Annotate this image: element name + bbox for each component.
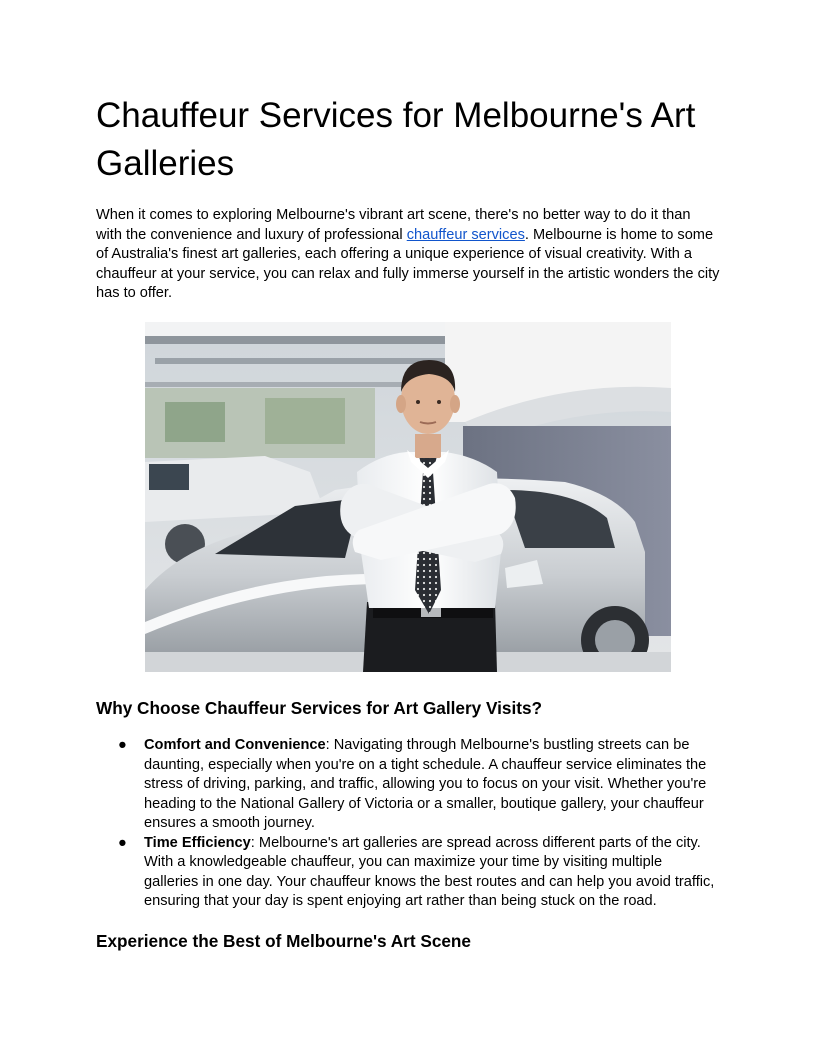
bullet-icon: ● (118, 737, 127, 753)
list-item-text: : Navigating through Melbourne's bustling streets can be daunting, especially when you're on a tight schedule. A chauffeur service eliminates the stress of driving, parking, and traffic, allowing you to focus on your visit. Whether you're heading to the National Gallery of Victoria or a smaller, boutique gallery, your chauffeur ensures a smooth journey. (144, 737, 707, 831)
intro-text-after-link: . Melbourne is home to some of Australia's finest art galleries, each offering a unique experience of visual creativity. With a chauffeur at your service, you can relax and fully immerse yourself in the artistic wonders the city has to offer. (96, 226, 720, 301)
list-item (96, 834, 720, 912)
section-heading-why: Why Choose Chauffeur Services for Art Gallery Visits? (96, 698, 543, 718)
bullet-icon: ● (118, 834, 127, 851)
list-item-term: Time Efficiency (144, 834, 251, 851)
page-title: Chauffeur Services for Melbourne's Art Galleries (96, 96, 696, 183)
reasons-list (96, 736, 720, 912)
chauffeur-services-link[interactable]: chauffeur services (406, 226, 525, 243)
intro-paragraph (96, 206, 720, 304)
chauffeur-hero-image (145, 322, 671, 672)
list-item-term: Comfort and Convenience (144, 737, 326, 753)
section-heading-experience: Experience the Best of Melbourne's Art Scene (96, 931, 471, 951)
intro-text-before-link: When it comes to exploring Melbourne's vibrant art scene, there's no better way to do it than with the convenience and luxury of professional (96, 207, 691, 243)
list-item-text: : Melbourne's art galleries are spread across different parts of the city. With a knowledgeable chauffeur, you can maximize your time by visiting multiple galleries in one day. Your chauffeur knows the best routes and can help you avoid traffic, ensuring that your day is spent enjoying art rather than being stuck on the road. (144, 834, 715, 909)
list-item (96, 736, 720, 834)
chauffeur-photo-illustration (145, 322, 671, 672)
